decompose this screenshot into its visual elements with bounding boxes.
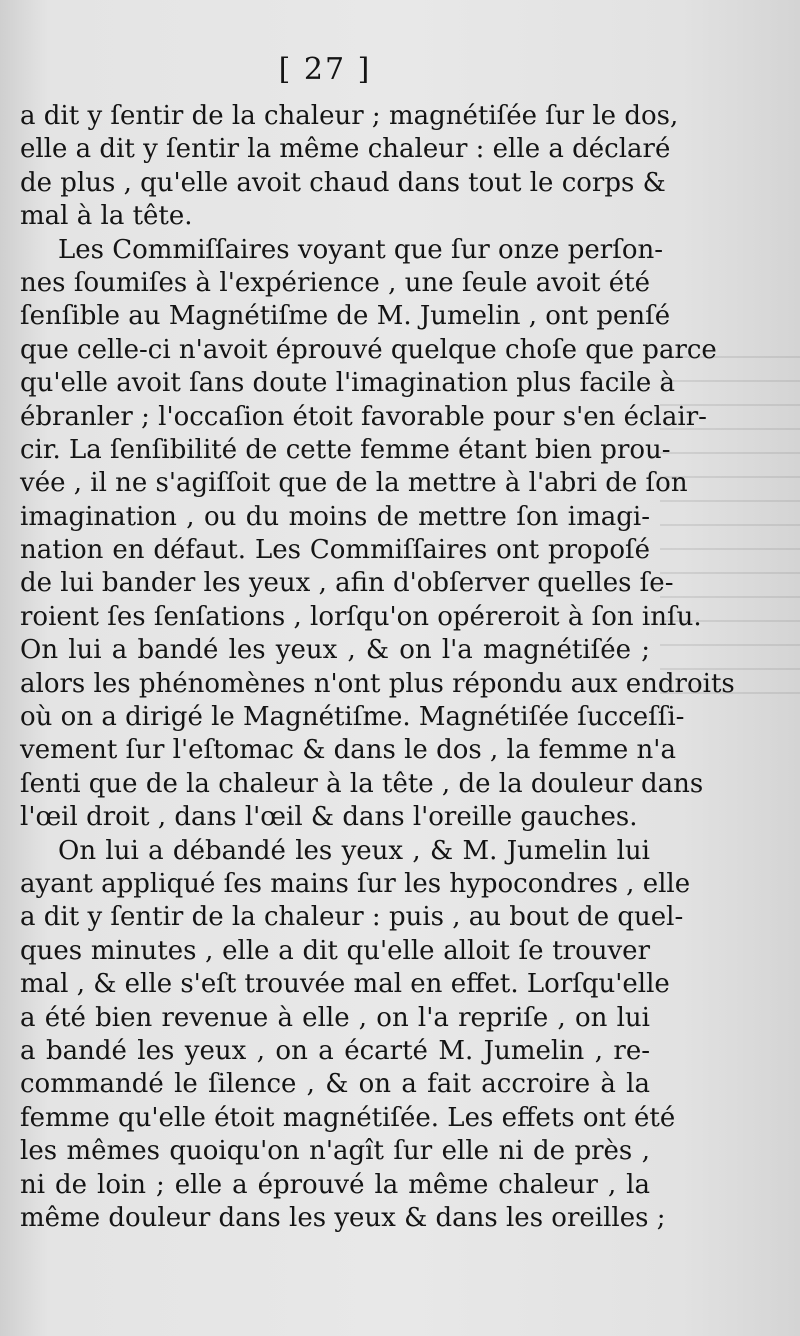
text-line: vement ſur l'eſtomac & dans le dos , la femme n'a: [20, 735, 676, 766]
page-number: [ 27 ]: [278, 52, 372, 87]
text-line: mal à la tête.: [20, 201, 193, 232]
text-line: nes ſoumiſes à l'expérience , une ſeule avoit été: [20, 267, 650, 298]
text-line: ébranler ; l'occaſion étoit favorable pour s'en éclair-: [20, 401, 707, 432]
text-line: Les Commiſſaires voyant que ſur onze perſon-: [58, 234, 664, 265]
text-line: elle a dit y ſentir la même chaleur : elle a déclaré: [20, 134, 671, 165]
text-line: que celle-ci n'avoit éprouvé quelque choſe que parce: [20, 334, 717, 365]
text-line: a dit y ſentir de la chaleur : puis , au bout de quel-: [20, 902, 684, 933]
text-line: ſenſible au Magnétiſme de M. Jumelin , ont penſé: [20, 301, 671, 332]
text-line: On lui a bandé les yeux , & on l'a magnétiſée ;: [20, 635, 650, 666]
text-line: cir. La ſenſibilité de cette femme étant bien prou-: [20, 434, 671, 465]
text-line: ques minutes , elle a dit qu'elle alloit ſe trouver: [20, 935, 650, 966]
text-line: qu'elle avoit ſans doute l'imagination plus facile à: [20, 368, 676, 399]
text-line: alors les phénomènes n'ont plus répondu aux endroits: [20, 668, 735, 699]
text-line: nation en défaut. Les Commiſſaires ont propoſé: [20, 535, 650, 566]
text-line: ni de loin ; elle a éprouvé la même chaleur , la: [20, 1169, 650, 1200]
text-line: imagination , ou du moins de mettre ſon imagi-: [20, 501, 650, 532]
text-line: a bandé les yeux , on a écarté M. Jumelin , re-: [20, 1035, 650, 1066]
text-line: roient ſes ſenſations , lorſqu'on opéreroit à ſon inſu.: [20, 601, 702, 632]
text-line: ſenti que de la chaleur à la tête , de la douleur dans: [20, 768, 704, 799]
text-line: a été bien revenue à elle , on l'a repriſe , on lui: [20, 1002, 650, 1033]
show-through-text: [660, 340, 800, 700]
text-line: femme qu'elle étoit magnétiſée. Les effets ont été: [20, 1102, 676, 1133]
text-line: commandé le ſilence , & on a fait accroire à la: [20, 1069, 650, 1100]
text-line: de lui bander les yeux , afin d'obſerver quelles ſe-: [20, 568, 674, 599]
text-line: ayant appliqué ſes mains ſur les hypocondres , elle: [20, 868, 691, 899]
text-line: de plus , qu'elle avoit chaud dans tout le corps &: [20, 167, 666, 198]
body-text: [20, 100, 735, 1235]
text-line: les mêmes quoiqu'on n'agît ſur elle ni de près ,: [20, 1136, 650, 1167]
text-line: a dit y ſentir de la chaleur ; magnétiſée ſur le dos,: [20, 101, 679, 131]
text-line: vée , il ne s'agiſſoit que de la mettre à l'abri de ſon: [20, 468, 688, 499]
text-line: On lui a débandé les yeux , & M. Jumelin lui: [58, 835, 650, 866]
text-line: où on a dirigé le Magnétiſme. Magnétiſée ſucceſſi-: [20, 702, 685, 733]
text-line: même douleur dans les yeux & dans les oreilles ;: [20, 1202, 666, 1233]
text-line: l'œil droit , dans l'œil & dans l'oreille gauches.: [20, 802, 638, 833]
text-line: mal , & elle s'eſt trouvée mal en effet. Lorſqu'elle: [20, 969, 670, 1000]
